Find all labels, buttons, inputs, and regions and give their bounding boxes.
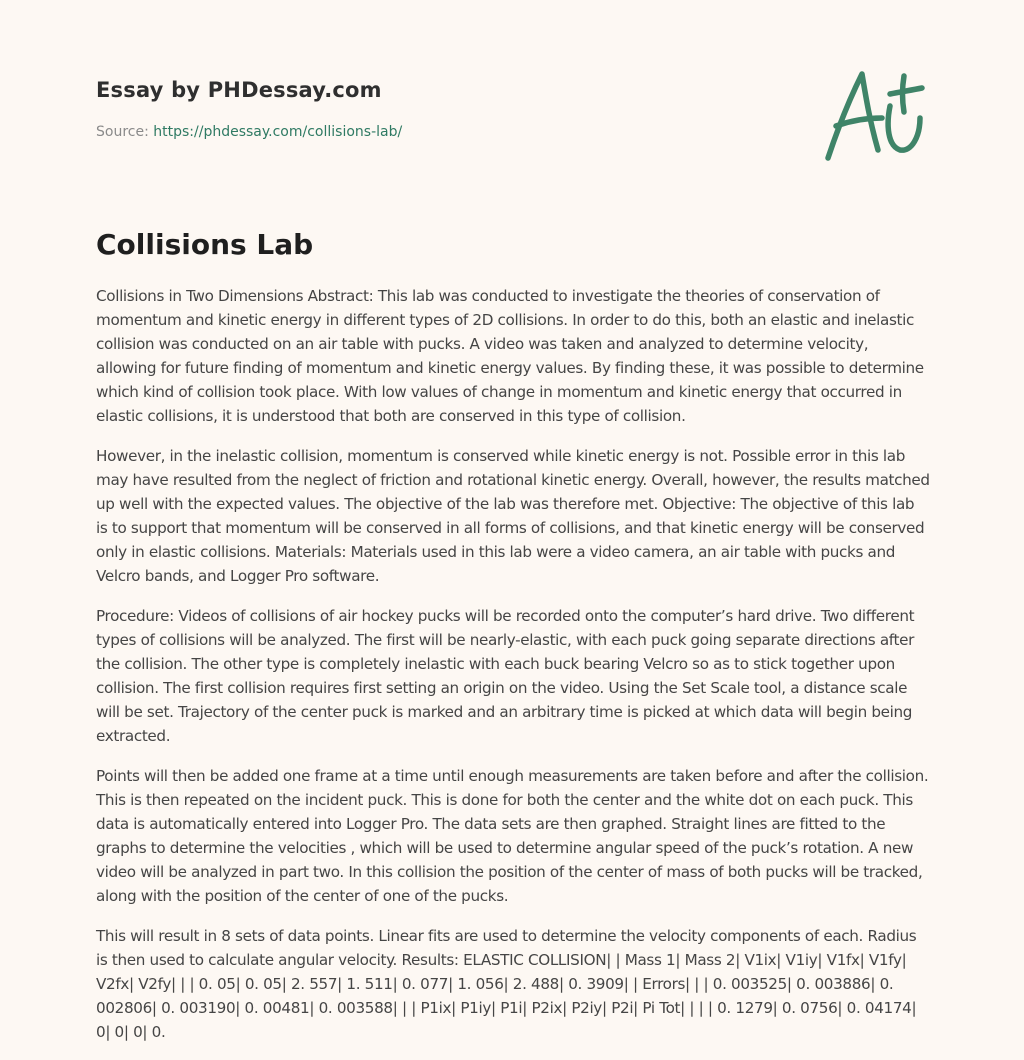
site-brand: Essay by PHDessay.com	[96, 78, 382, 102]
essay-paragraph: Procedure: Videos of collisions of air hockey pucks will be recorded onto the computer’s hard drive. Two different types of collisions will be analyzed. The first will be nearly-elastic, with each puck going separate directions after the collision. The other type is completely inelastic with each buck bearing Velcro so as to stick together upon collision. The first collision requires first setting an origin on the video. Using the Set Scale tool, a distance scale will be set. Trajectory of the center puck is marked and an arbitrary time is picked at which data will begin being extracted.	[96, 607, 915, 745]
source-line	[96, 122, 796, 142]
essay-paragraph: Collisions in Two Dimensions Abstract: This lab was conducted to investigate the theories of conservation of momentum and kinetic energy in different types of 2D collisions. In order to do this, both an elastic and inelastic collision was conducted on an air table with pucks. A video was taken and analyzed to determine velocity, allowing for future finding of momentum and kinetic energy values. By finding these, it was possible to determine which kind of collision took place. With low values of change in momentum and kinetic energy that occurred in elastic collisions, it is understood that both are conserved in this type of collision.	[96, 287, 924, 425]
essay-body	[96, 284, 930, 1060]
page-header	[96, 76, 796, 142]
essay-title: Collisions Lab	[96, 228, 314, 261]
essay-paragraph: This will result in 8 sets of data points. Linear fits are used to determine the velocity components of each. Radius is then used to calculate angular velocity. Results: ELASTIC COLLISION| | Mass 1| Mass 2| V1ix| V1iy| V1fx| V1fy| V2fx| V2fy| | | 0. 05| 0. 05| 2. 557| 1. 511| 0. 077| 1. 056| 2. 488| 0. 3909| | Errors| | | 0. 003525| 0. 003886| 0. 002806| 0. 003190| 0. 00481| 0. 003588| | | P1ix| P1iy| P1i| P2ix| P2iy| P2i| Pi Tot| | | | 0. 1279| 0. 0756| 0. 04174| 0| 0| 0| 0.	[96, 927, 917, 1041]
essay-paragraph: However, in the inelastic collision, momentum is conserved while kinetic energy is not. Possible error in this lab may have resulted from the neglect of friction and rotational kinetic energy. Overall, however, the results matched up well with the expected values. The objective of the lab was therefore met. Objective: The objective of this lab is to support that momentum will be conserved in all forms of collisions, and that kinetic energy will be conserved only in elastic collisions. Materials: Materials used in this lab were a video camera, an air table with pucks and Velcro bands, and Logger Pro software.	[96, 447, 930, 585]
essay-paragraph: Points will then be added one frame at a time until enough measurements are taken before and after the collision. This is then repeated on the incident puck. This is done for both the center and the white dot on each puck. This data is automatically entered into Logger Pro. The data sets are then graphed. Straight lines are fitted to the graphs to determine the velocities , which will be used to determine angular speed of the puck’s rotation. A new video will be analyzed in part two. In this collision the position of the center of mass of both pucks will be tracked, along with the position of the center of one of the pucks.	[96, 767, 929, 905]
source-label: Source:	[96, 124, 149, 140]
source-link[interactable]: https://phdessay.com/collisions-lab/	[153, 124, 403, 140]
a-plus-grade-icon	[820, 66, 928, 166]
